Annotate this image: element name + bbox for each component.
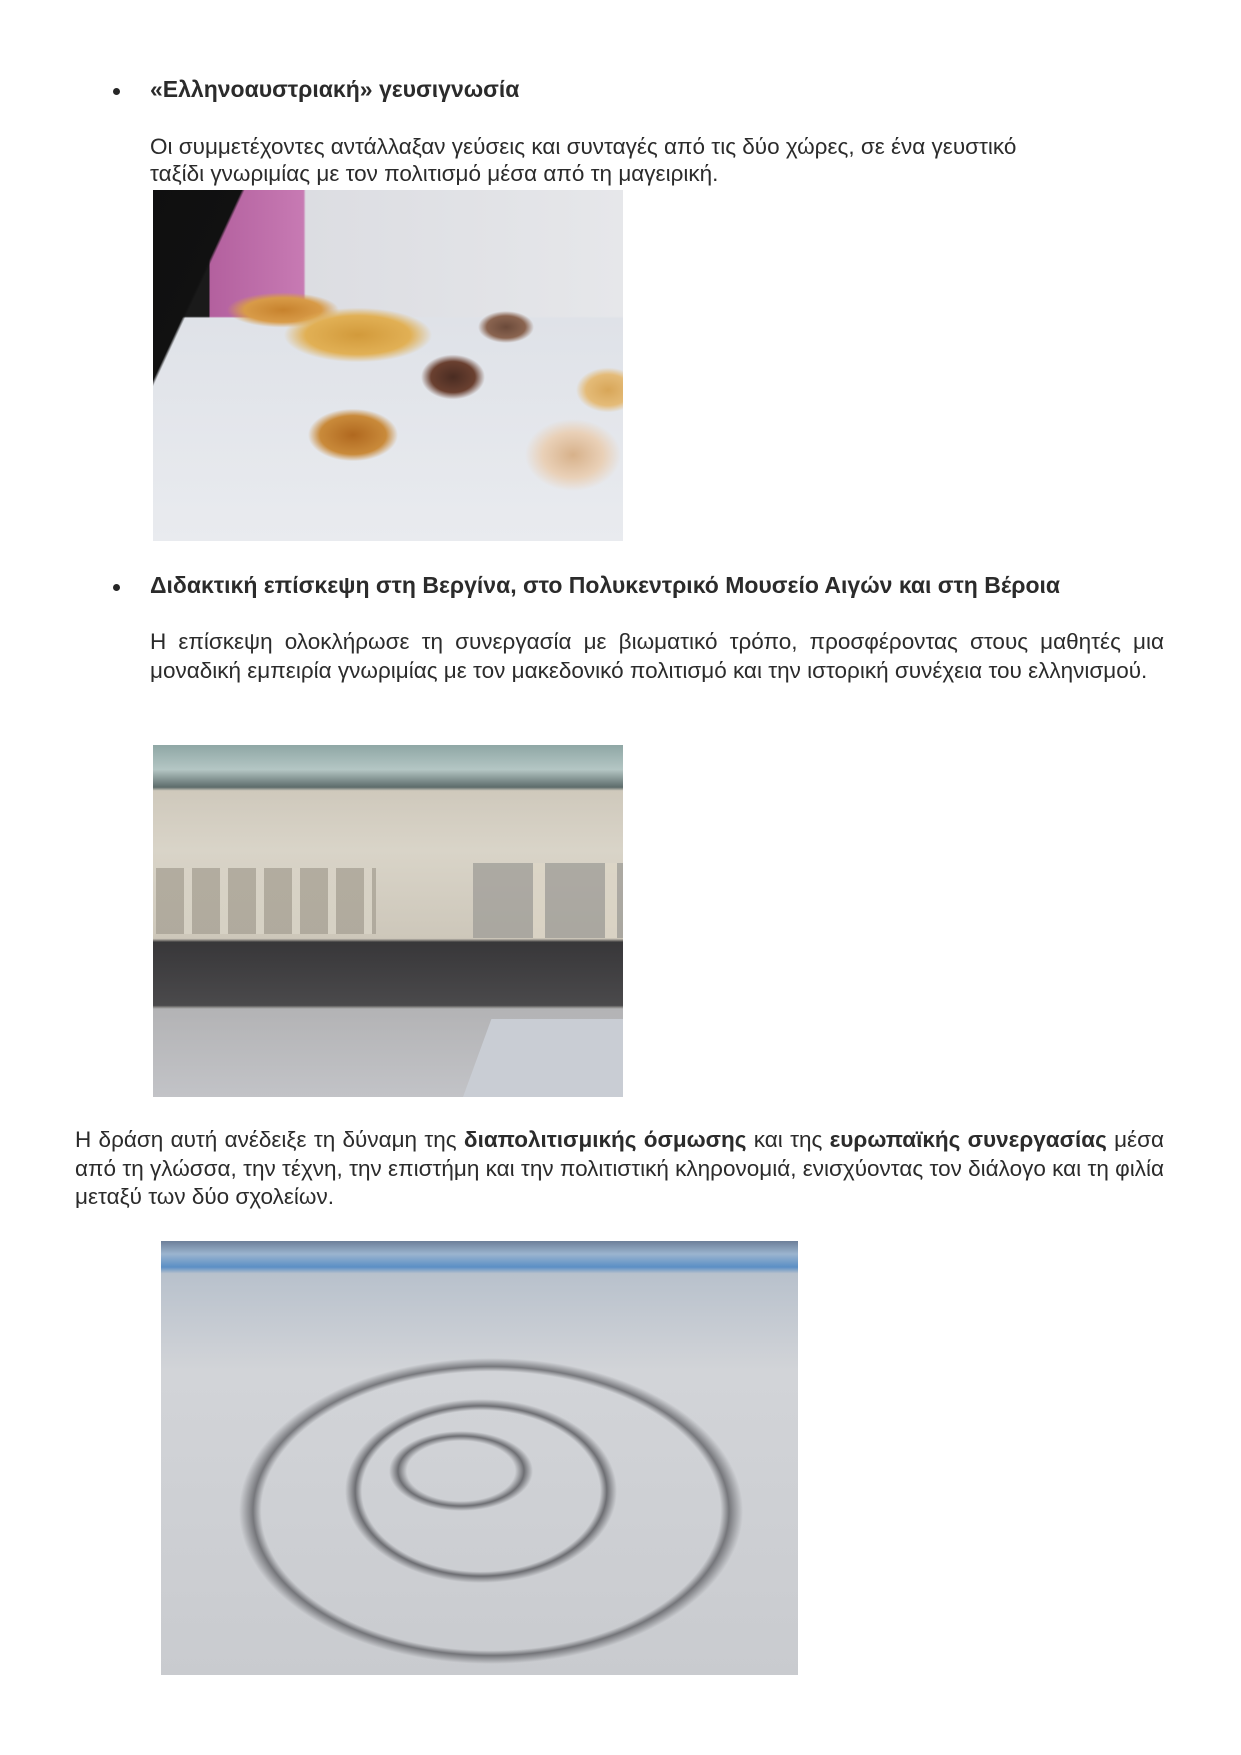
museum-group-photo (153, 745, 623, 1097)
section-heading-tasting: «Ελληνοαυστριακή» γευσιγνωσία (150, 76, 520, 102)
food-table-photo (153, 190, 623, 541)
closing-rest: μέσα από τη γλώσσα, την τέχνη, την επιστήμη και την πολιτιστική κληρονομιά, ενισχύοντας τον διάλογο και τη φιλία μεταξύ των δύο σχολείων. (75, 1127, 1164, 1209)
closing-bold-european: ευρωπαϊκής συνεργασίας (829, 1127, 1107, 1152)
temple-portico (473, 863, 623, 938)
section-paragraph-tasting (150, 133, 1150, 188)
bullet-icon (113, 584, 120, 591)
closing-middle: και της (753, 1127, 823, 1152)
section-heading-vergina-visit: Διδακτική επίσκεψη στη Βεργίνα, στο Πολυκεντρικό Μουσείο Αιγών και στη Βέροια (150, 572, 1061, 598)
bullet-icon (113, 88, 120, 95)
paragraph-line: Οι συμμετέχοντες αντάλλαξαν γεύσεις και συνταγές από τις δύο χώρες, σε ένα γευστικό (150, 134, 1017, 159)
closing-bold-intercultural: διαπολιτισμικής όσμωσης (463, 1127, 747, 1152)
schoolyard-dance-photo (161, 1241, 798, 1675)
paragraph-line: ταξίδι γνωριμίας με τον πολιτισμό μέσα από τη μαγειρική. (150, 160, 719, 186)
closing-intro: Η δράση αυτή ανέδειξε τη δύναμη της (75, 1127, 457, 1152)
closing-paragraph (75, 1126, 1164, 1212)
floor-panel (463, 1019, 623, 1097)
section-paragraph-vergina-visit: Η επίσκεψη ολοκλήρωσε τη συνεργασία με βιωματικό τρόπο, προσφέροντας στους μαθητές μια μοναδική εμπειρία γνωριμίας με τον μακεδονικό πολιτισμό και την ιστορική συνέχεια του ελληνισμού. (150, 629, 1164, 683)
temple-windows (156, 868, 376, 934)
